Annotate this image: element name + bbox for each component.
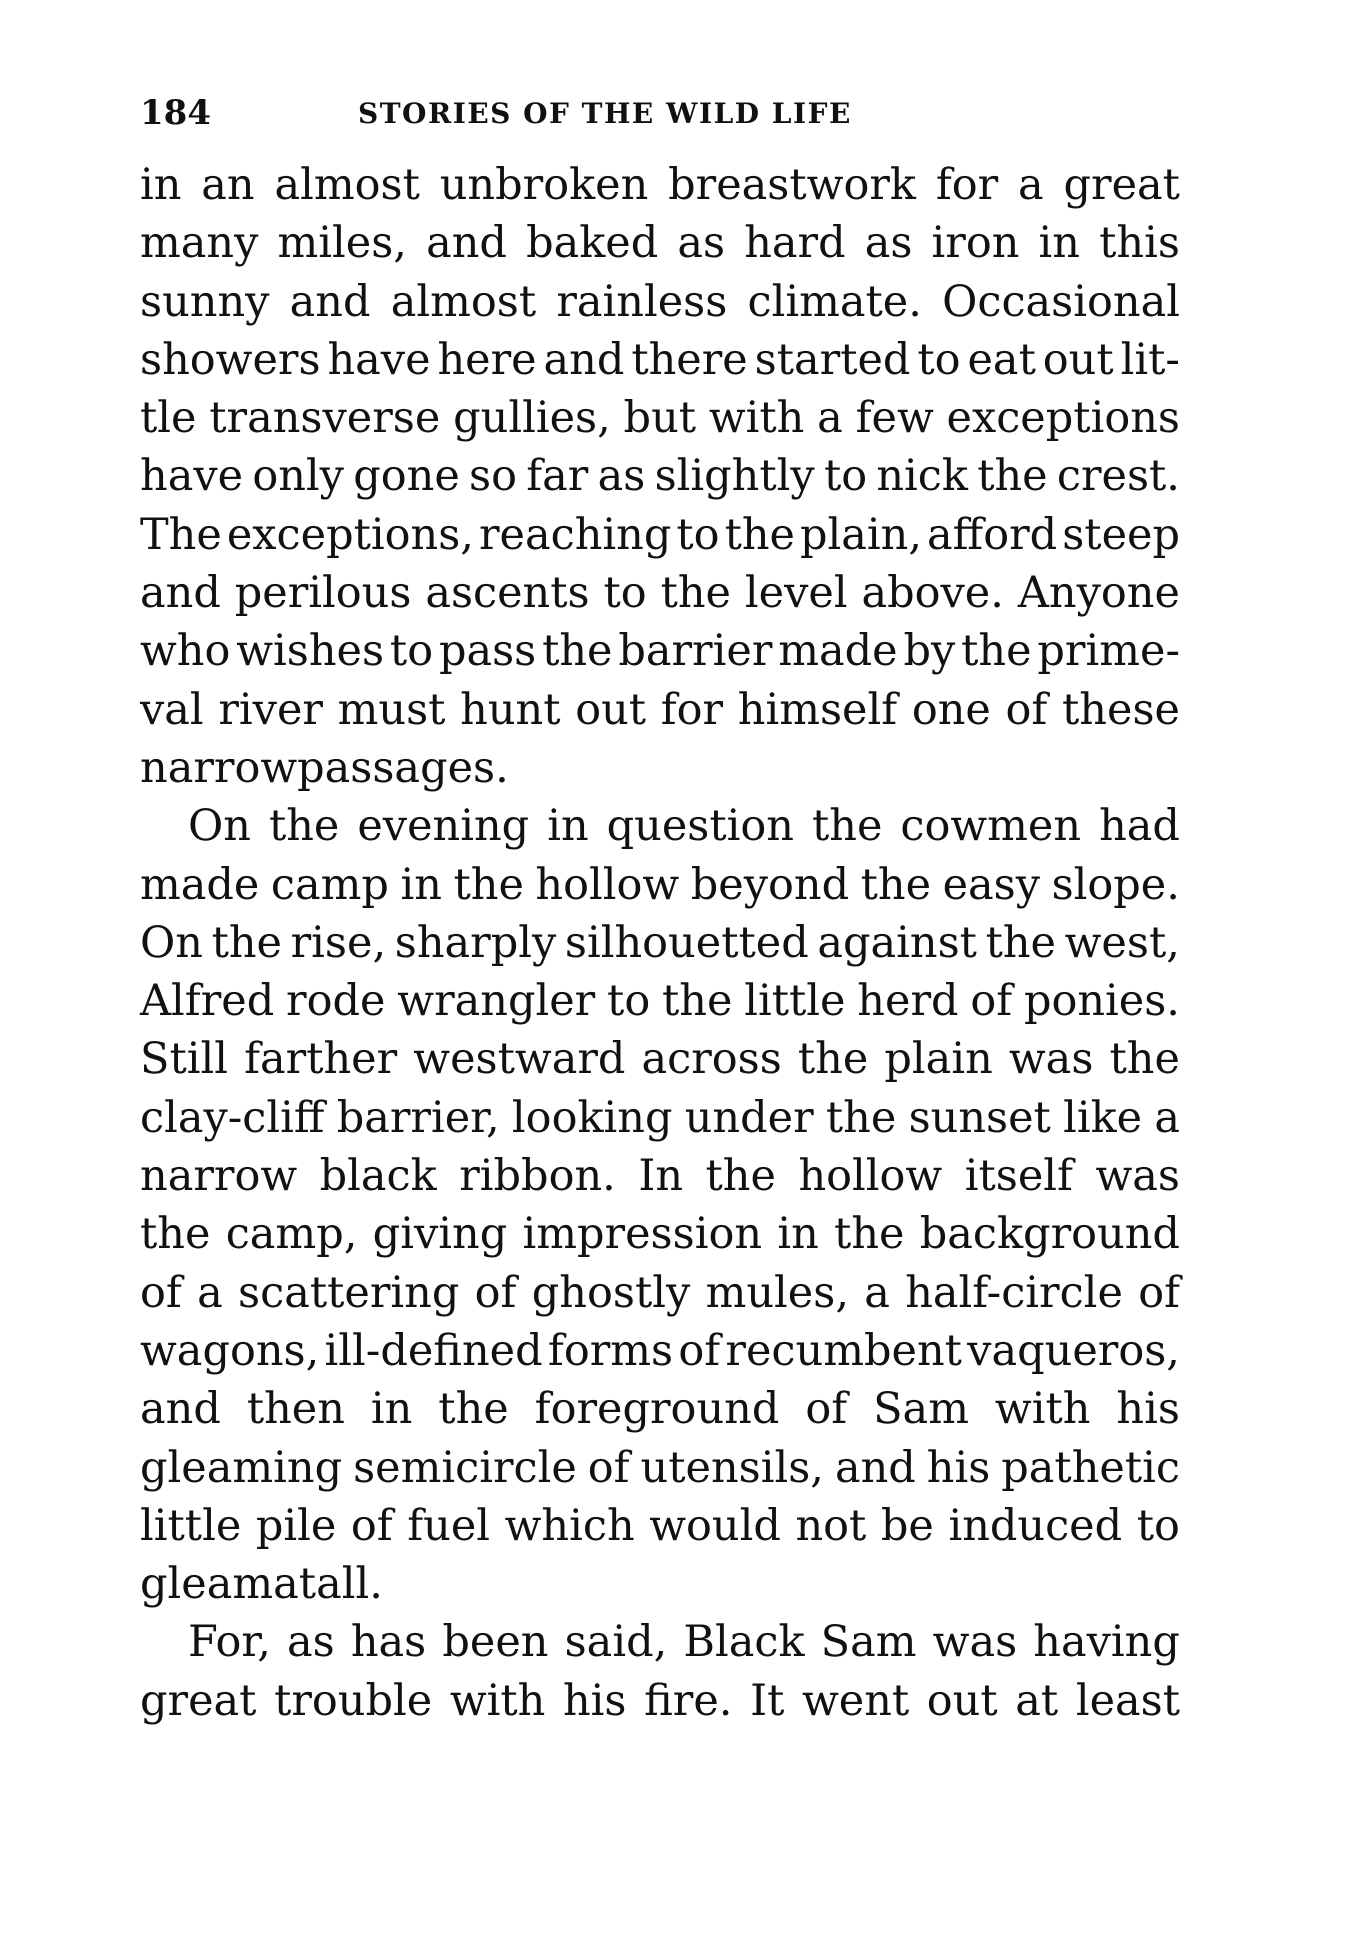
word: rode xyxy=(286,976,386,1027)
word: all. xyxy=(316,1559,383,1610)
word: in xyxy=(1038,218,1080,269)
word: and xyxy=(543,334,625,385)
word: trouble xyxy=(274,1675,433,1726)
word: fuel xyxy=(407,1500,491,1551)
word: passages. xyxy=(297,742,509,793)
word: question xyxy=(606,801,794,852)
word: Alfred xyxy=(140,976,275,1027)
text-line xyxy=(140,1264,1180,1322)
word: Still xyxy=(140,1034,228,1085)
word: gullies, xyxy=(453,393,611,444)
word: rise, xyxy=(290,917,387,968)
word: beyond xyxy=(690,859,850,910)
word: slope. xyxy=(1051,859,1180,910)
word: against xyxy=(817,917,977,968)
word: at xyxy=(1015,1675,1059,1726)
word: an xyxy=(201,160,255,210)
word: to xyxy=(823,451,868,502)
text-line xyxy=(140,331,1180,389)
word: would xyxy=(649,1500,781,1551)
word: and xyxy=(834,1442,916,1493)
word: his xyxy=(1116,1384,1180,1435)
word: the xyxy=(797,1034,869,1085)
word: but xyxy=(623,393,697,444)
word: to xyxy=(607,976,651,1027)
text-line xyxy=(140,1030,1180,1088)
word: a xyxy=(817,393,843,444)
word: showers xyxy=(140,334,321,385)
word: the xyxy=(660,568,731,619)
word: of xyxy=(678,1325,721,1376)
word: so xyxy=(469,451,517,502)
word: perilous xyxy=(234,568,412,619)
word: itself xyxy=(964,1151,1073,1202)
text-line xyxy=(140,156,1180,214)
word: pass xyxy=(438,626,537,677)
word: The xyxy=(140,509,222,560)
word: out xyxy=(1042,334,1114,385)
word: was xyxy=(932,1617,1018,1668)
word: then xyxy=(246,1384,345,1435)
word: reaching xyxy=(478,509,672,560)
text-line xyxy=(140,622,1180,680)
word: baked xyxy=(526,218,659,269)
word: the xyxy=(662,976,733,1027)
word: as xyxy=(864,218,913,269)
word: sharply xyxy=(394,917,557,968)
word: hunt xyxy=(460,684,561,735)
word: impression xyxy=(522,1209,763,1260)
word: level xyxy=(744,568,848,619)
word: prime- xyxy=(1037,626,1180,677)
word: induced xyxy=(948,1500,1123,1551)
word: iron xyxy=(931,218,1020,269)
word: great xyxy=(140,1675,257,1726)
word: to xyxy=(1136,1500,1180,1551)
word: as xyxy=(597,451,646,502)
word: recumbent xyxy=(725,1325,962,1376)
word: his xyxy=(926,1442,991,1493)
word: narrow xyxy=(140,1151,298,1202)
word: pathetic xyxy=(1001,1442,1180,1493)
word: half-circle xyxy=(905,1267,1123,1318)
word: unbroken xyxy=(439,160,649,210)
word: was xyxy=(1008,1034,1094,1085)
word: On xyxy=(140,917,203,968)
word: as xyxy=(287,1617,335,1668)
word: a xyxy=(1154,1092,1180,1143)
word: wishes xyxy=(236,626,385,677)
word: the xyxy=(985,917,1056,968)
word: plain, xyxy=(800,509,923,560)
word: cowmen xyxy=(900,801,1082,852)
word: this xyxy=(1099,218,1180,269)
word: foreground xyxy=(534,1384,780,1435)
word: ghostly xyxy=(531,1267,691,1318)
word: scattering xyxy=(238,1267,460,1318)
word: the xyxy=(268,801,340,852)
word: barrier xyxy=(618,626,773,677)
text-line xyxy=(140,1322,1180,1380)
word: It xyxy=(750,1675,785,1726)
word: wagons, xyxy=(140,1325,320,1376)
word: ribbon. xyxy=(459,1151,616,1202)
word: there xyxy=(631,334,748,385)
word: exceptions xyxy=(946,393,1180,444)
word: these xyxy=(1062,684,1180,735)
text-line xyxy=(140,1497,1180,1555)
word: black xyxy=(319,1151,437,1202)
word: of xyxy=(1005,684,1048,735)
word: farther xyxy=(244,1034,398,1085)
word: steep xyxy=(1062,509,1180,560)
word: the xyxy=(860,859,932,910)
word: for xyxy=(935,160,999,210)
word: clay-cliff xyxy=(140,1092,325,1143)
word: the xyxy=(977,451,1048,502)
word: had xyxy=(1099,801,1180,852)
text-line xyxy=(140,681,1180,739)
word: said, xyxy=(564,1617,668,1668)
text-line xyxy=(140,856,1180,914)
word: plain xyxy=(884,1034,993,1085)
paragraph xyxy=(140,797,1180,1613)
word: of xyxy=(474,1267,517,1318)
word: the xyxy=(211,917,282,968)
word: utensils, xyxy=(640,1442,824,1493)
word: be xyxy=(880,1500,934,1551)
word: here xyxy=(437,334,537,385)
word: under xyxy=(684,1092,814,1143)
word: river xyxy=(218,684,323,735)
word: with xyxy=(449,1675,546,1726)
word: been xyxy=(442,1617,549,1668)
word: ponies. xyxy=(1023,976,1180,1027)
word: the xyxy=(140,1209,211,1260)
word: as xyxy=(677,218,726,269)
word: made xyxy=(140,859,260,910)
word: crest. xyxy=(1056,451,1180,502)
word: was xyxy=(1095,1151,1180,1202)
word: and xyxy=(289,276,371,327)
word: in xyxy=(547,801,589,852)
word: a xyxy=(864,1267,890,1318)
text-line xyxy=(140,972,1180,1030)
text-line xyxy=(140,273,1180,331)
text-line xyxy=(140,1439,1180,1497)
word: wrangler xyxy=(397,976,596,1027)
word: in xyxy=(400,859,442,910)
word: ill-defined xyxy=(324,1325,543,1376)
word: hollow xyxy=(798,1151,943,1202)
word: having xyxy=(1033,1617,1180,1668)
word: at xyxy=(273,1559,317,1610)
text-line xyxy=(140,447,1180,505)
word: sunny xyxy=(140,276,270,327)
word: of xyxy=(587,1442,630,1493)
text-line xyxy=(140,389,1180,447)
text-line xyxy=(140,914,1180,972)
word: the xyxy=(438,1384,509,1435)
word: out xyxy=(575,684,647,735)
word: across xyxy=(641,1034,782,1085)
word: in xyxy=(370,1384,413,1435)
word: forms xyxy=(547,1325,674,1376)
word: of xyxy=(1138,1267,1180,1318)
word: narrow xyxy=(140,742,298,793)
word: evening xyxy=(357,801,530,852)
word: almost xyxy=(390,276,537,327)
word: have xyxy=(327,334,431,385)
word: of xyxy=(140,1267,182,1318)
word: Sam xyxy=(873,1384,969,1435)
word: the xyxy=(724,509,795,560)
word: not xyxy=(795,1500,867,1551)
word: silhouetted xyxy=(564,917,809,968)
word: Occasional xyxy=(942,276,1180,327)
word: has xyxy=(350,1617,427,1668)
word: out xyxy=(926,1675,998,1726)
word: For, xyxy=(188,1617,271,1668)
word: val xyxy=(140,684,204,735)
word: gone xyxy=(353,451,460,502)
word: ascents xyxy=(425,568,590,619)
word: gleaming xyxy=(140,1442,343,1493)
word: almost xyxy=(274,160,420,210)
word: the xyxy=(542,626,613,677)
word: Sam xyxy=(820,1617,917,1668)
word: in xyxy=(777,1209,819,1260)
word: great xyxy=(1063,160,1180,210)
word: fire. xyxy=(644,1675,733,1726)
word: with xyxy=(994,1384,1091,1435)
word: exceptions, xyxy=(226,509,474,560)
word: of xyxy=(805,1384,848,1435)
paragraph xyxy=(140,156,1180,797)
word: far xyxy=(526,451,589,502)
paragraph xyxy=(140,1613,1180,1730)
word: which xyxy=(504,1500,635,1551)
text-line xyxy=(140,564,1180,622)
word: the xyxy=(834,1209,905,1260)
word: little xyxy=(744,976,846,1027)
page-header xyxy=(140,88,1180,138)
text-line xyxy=(140,1380,1180,1438)
word: many xyxy=(140,218,259,269)
word: westward xyxy=(413,1034,626,1085)
text-line xyxy=(140,1147,1180,1205)
text-line xyxy=(140,1613,1180,1671)
text-line xyxy=(140,1555,1180,1613)
word: to xyxy=(917,334,961,385)
word: a xyxy=(197,1267,223,1318)
word: his xyxy=(562,1675,627,1726)
word: the xyxy=(825,1092,897,1143)
page-number: 184 xyxy=(140,93,211,133)
word: tle xyxy=(140,393,197,444)
word: by xyxy=(903,626,956,677)
word: lit- xyxy=(1120,334,1180,385)
word: afford xyxy=(927,509,1058,560)
word: climate. xyxy=(747,276,922,327)
word: giving xyxy=(372,1209,508,1260)
word: must xyxy=(337,684,446,735)
word: one xyxy=(911,684,991,735)
word: only xyxy=(252,451,344,502)
word: background xyxy=(919,1209,1180,1260)
word: of xyxy=(350,1500,393,1551)
word: and xyxy=(140,1384,221,1435)
word: hollow xyxy=(535,859,680,910)
word: herd xyxy=(857,976,959,1027)
word: gleam xyxy=(140,1559,274,1610)
word: pile xyxy=(255,1500,337,1551)
word: semicircle xyxy=(353,1442,577,1493)
word: In xyxy=(638,1151,684,1202)
running-head: STORIES OF THE WILD LIFE xyxy=(358,97,852,130)
text-line xyxy=(140,1205,1180,1263)
text-line xyxy=(140,506,1180,564)
word: least xyxy=(1075,1675,1180,1726)
word: to xyxy=(676,509,720,560)
word: looking xyxy=(511,1092,673,1143)
word: vaqueros, xyxy=(967,1325,1180,1376)
word: transverse xyxy=(209,393,441,444)
word: to xyxy=(389,626,434,677)
word: and xyxy=(426,218,507,269)
word: hard xyxy=(744,218,846,269)
word: On xyxy=(188,801,251,852)
word: who xyxy=(140,626,231,677)
word: the xyxy=(453,859,524,910)
word: made xyxy=(778,626,898,677)
word: and xyxy=(140,568,221,619)
word: went xyxy=(801,1675,910,1726)
word: in xyxy=(140,160,182,210)
word: above. xyxy=(861,568,1004,619)
word: a xyxy=(1018,160,1044,210)
word: nick xyxy=(876,451,968,502)
word: the xyxy=(1109,1034,1180,1085)
word: himself xyxy=(737,684,898,735)
word: camp, xyxy=(225,1209,358,1260)
word: mules, xyxy=(705,1267,849,1318)
word: easy xyxy=(942,859,1041,910)
word: have xyxy=(140,451,244,502)
word: eat xyxy=(967,334,1036,385)
body-text xyxy=(140,156,1180,1730)
word: breastwork xyxy=(668,160,916,210)
word: started xyxy=(754,334,911,385)
word: to xyxy=(603,568,647,619)
word: Anyone xyxy=(1017,568,1180,619)
word: with xyxy=(708,393,805,444)
word: little xyxy=(140,1500,242,1551)
text-line xyxy=(140,739,1180,797)
word: the xyxy=(705,1151,776,1202)
word: barrier, xyxy=(336,1092,500,1143)
word: few xyxy=(855,393,934,444)
word: of xyxy=(970,976,1013,1027)
word: west, xyxy=(1064,917,1180,968)
word: slightly xyxy=(654,451,815,502)
word: for xyxy=(660,684,724,735)
word: sunset xyxy=(908,1092,1051,1143)
word: Black xyxy=(683,1617,805,1668)
word: like xyxy=(1063,1092,1143,1143)
word: the xyxy=(961,626,1032,677)
text-line xyxy=(140,797,1180,855)
text-line xyxy=(140,1089,1180,1147)
text-line xyxy=(140,214,1180,272)
text-line xyxy=(140,1672,1180,1730)
word: miles, xyxy=(277,218,407,269)
word: the xyxy=(811,801,883,852)
word: camp xyxy=(270,859,389,910)
word: rainless xyxy=(556,276,728,327)
